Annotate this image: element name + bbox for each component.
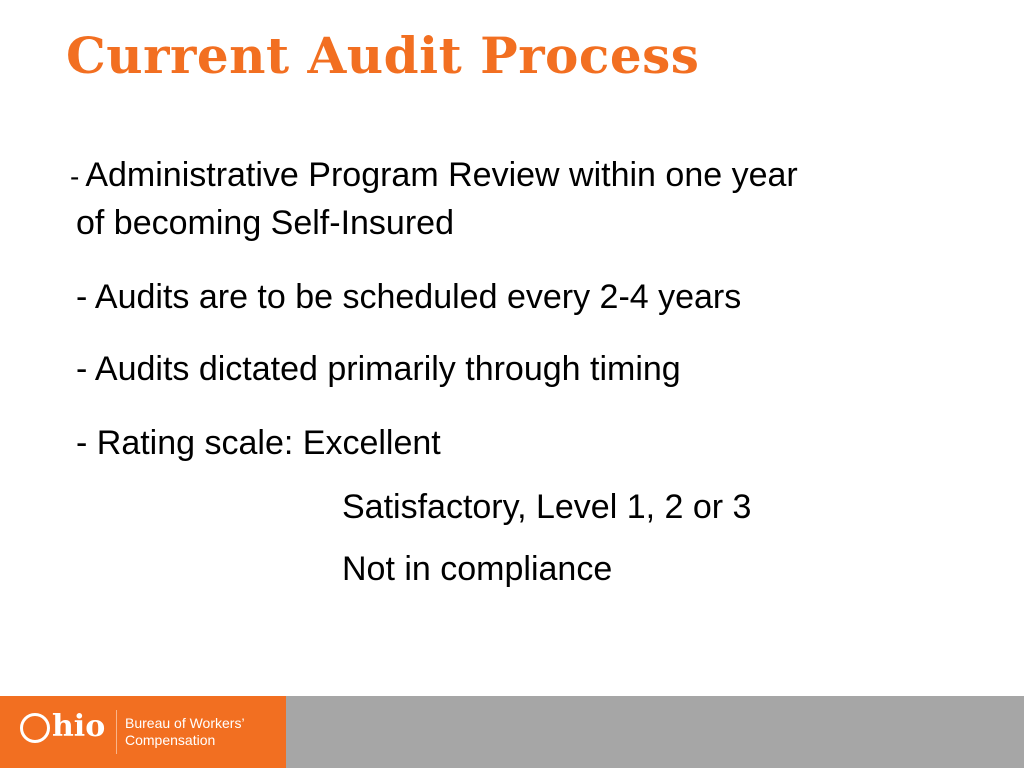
bullet-dash: - [70,161,80,192]
rating-satisfactory: Satisfactory, Level 1, 2 or 3 [342,488,752,526]
bureau-name-line1: Bureau of Workers’ [125,715,245,731]
ohio-wordmark: hio [52,709,106,744]
bullet-admin-review-line2: of becoming Self-Insured [76,204,454,242]
footer-bar [0,696,1024,768]
bureau-name-line2: Compensation [125,732,216,748]
slide-title: Current Audit Process [66,26,700,85]
bullet-rating-scale: - Rating scale: Excellent [76,424,441,462]
bullet-admin-review-line1: Administrative Program Review within one year [85,156,798,194]
logo-divider [116,710,117,754]
bureau-name [125,715,245,749]
rating-not-in-compliance: Not in compliance [342,550,613,588]
bullet-audit-timing: - Audits dictated primarily through timing [76,350,681,388]
ohio-bwc-logo [0,696,286,768]
ohio-o-icon [20,713,50,743]
bullet-admin-review [70,152,798,246]
bullet-audit-schedule: - Audits are to be scheduled every 2-4 years [76,278,742,316]
